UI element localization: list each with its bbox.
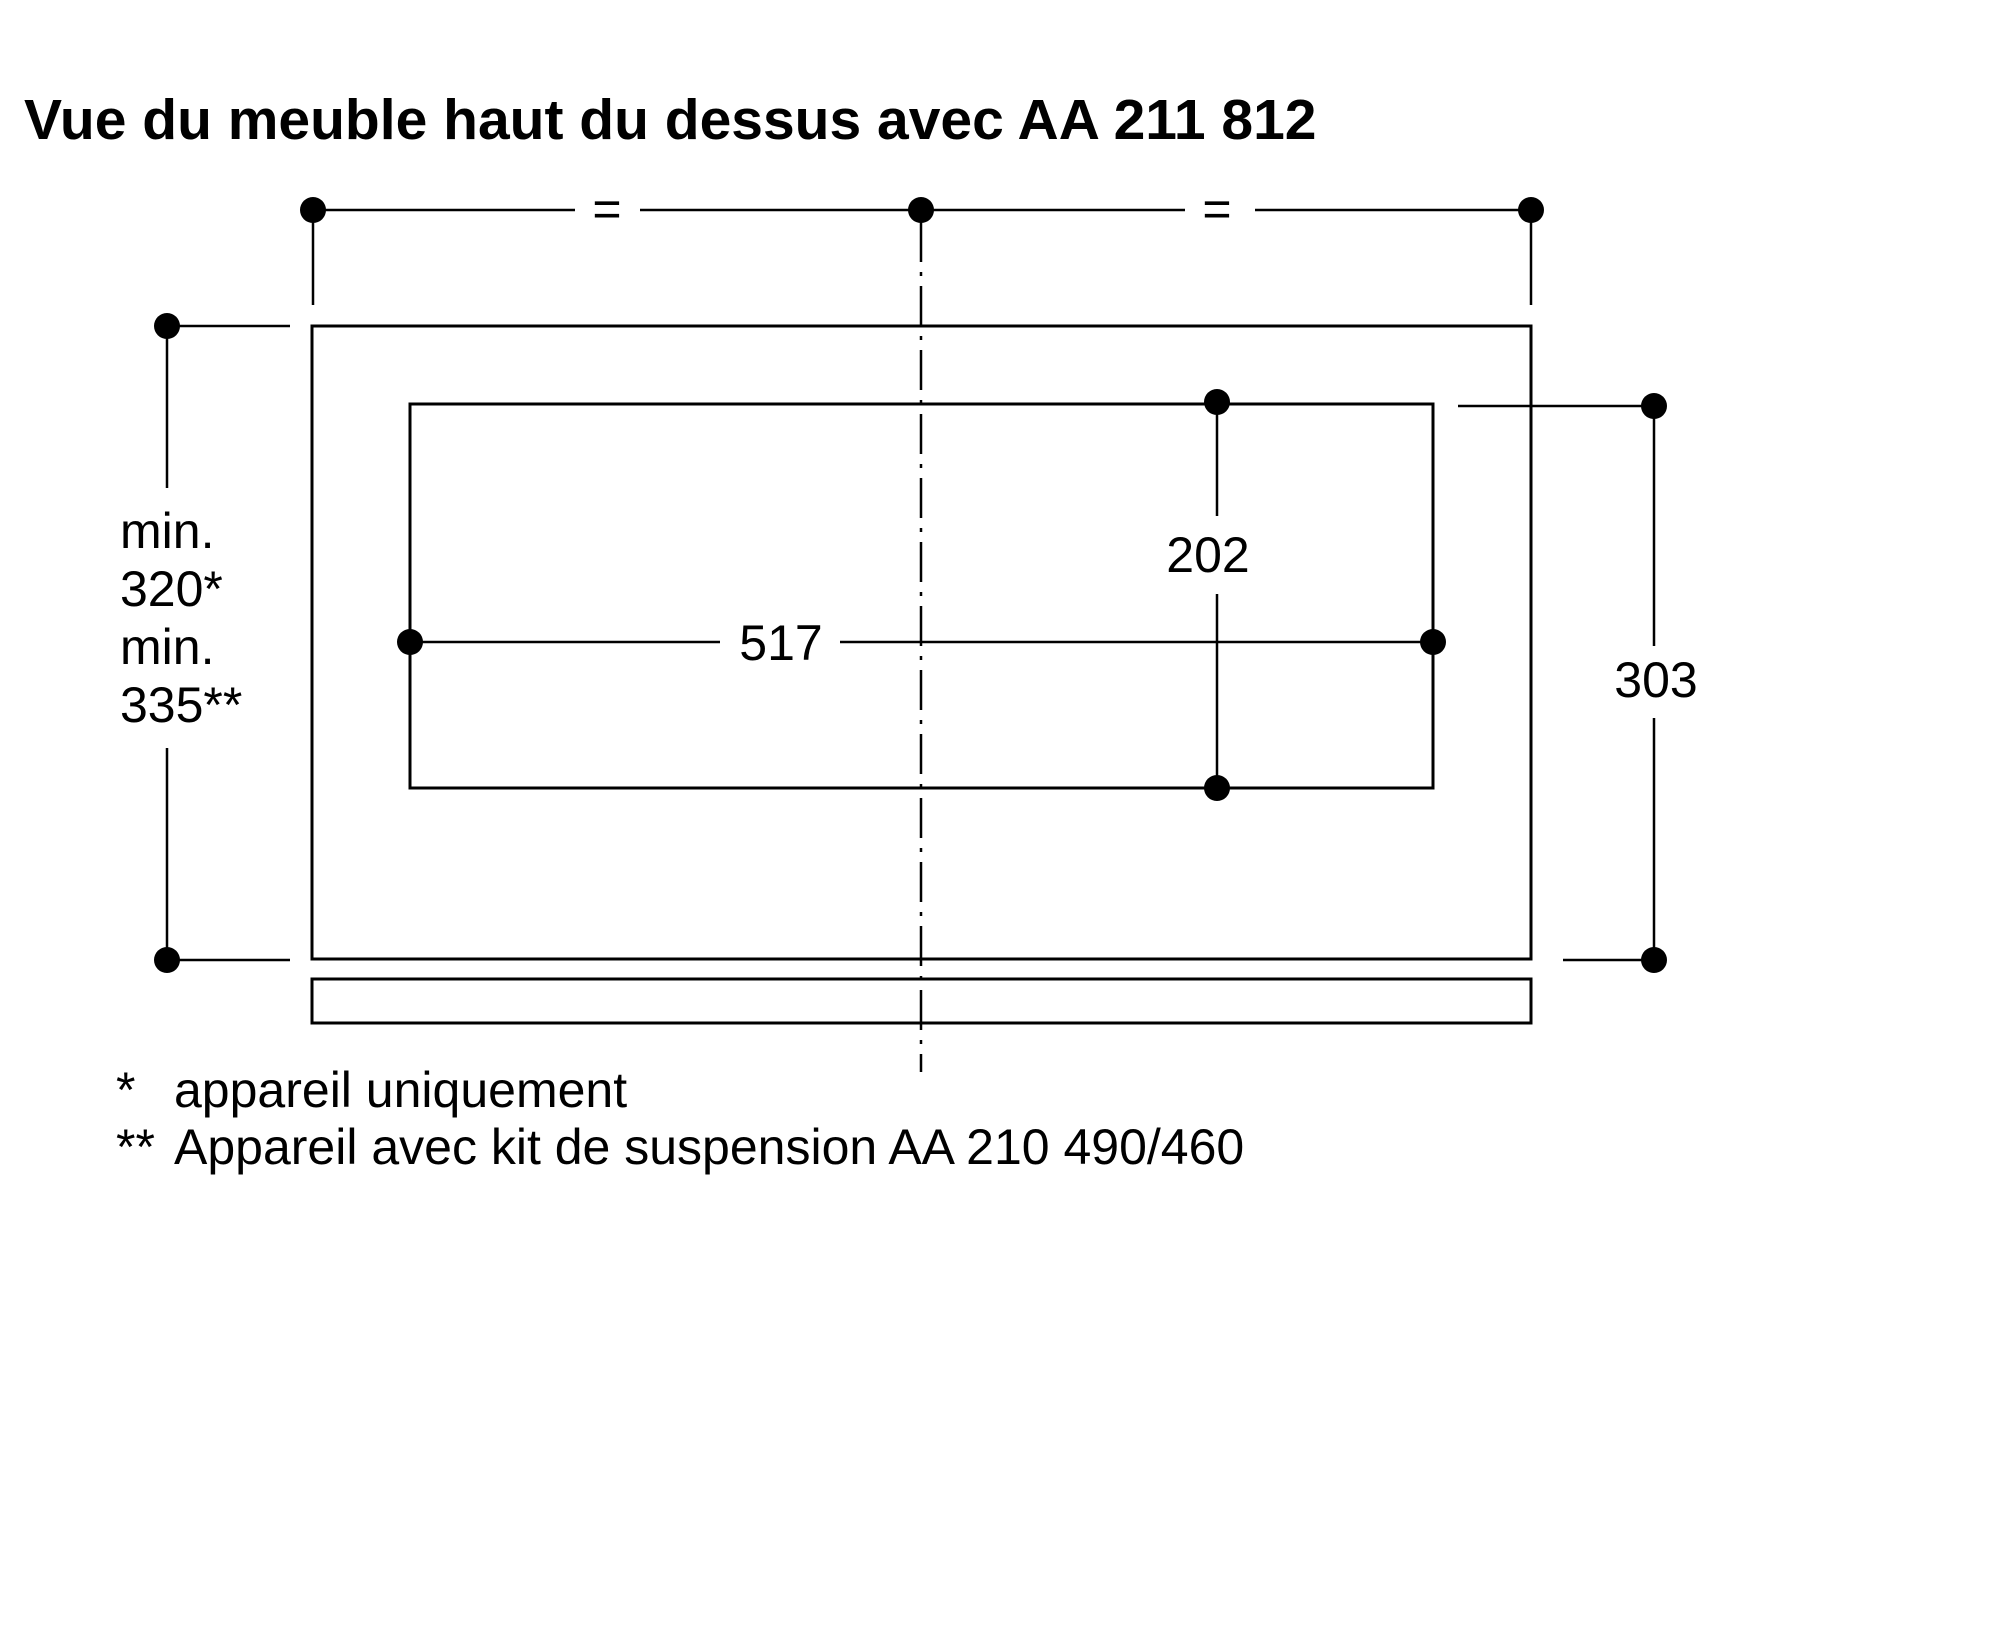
- footnote-text: Appareil avec kit de suspension AA 210 490/460: [174, 1119, 1245, 1175]
- equal-sign-left: =: [592, 181, 622, 237]
- min-label-2: min.: [120, 619, 215, 675]
- dimension-point: [1204, 775, 1230, 801]
- dimension-point: [154, 947, 180, 973]
- footnote-mark: **: [116, 1119, 155, 1175]
- dimension-point: [1420, 629, 1446, 655]
- footnote-mark: *: [116, 1062, 136, 1118]
- dimension-point: [908, 197, 934, 223]
- dimension-point: [1641, 947, 1667, 973]
- dimension-point: [1641, 393, 1667, 419]
- min-value-2: 335**: [120, 677, 243, 733]
- width-value: 517: [739, 615, 823, 671]
- equal-sign-right: =: [1202, 181, 1232, 237]
- dimension-point: [154, 313, 180, 339]
- page-title: Vue du meuble haut du dessus avec AA 211 812: [24, 88, 1317, 152]
- dimension-point: [300, 197, 326, 223]
- footnote-2: [116, 1119, 1244, 1176]
- min-label-1: min.: [120, 503, 215, 559]
- footnote-1: [116, 1062, 1244, 1119]
- dimension-point: [1518, 197, 1544, 223]
- dimension-point: [1204, 389, 1230, 415]
- min-value-1: 320*: [120, 561, 223, 617]
- footnote-text: appareil uniquement: [174, 1062, 628, 1118]
- inner-depth-value: 202: [1166, 527, 1250, 583]
- dimension-point: [397, 629, 423, 655]
- footnotes: [116, 1062, 1244, 1176]
- outer-depth-value: 303: [1614, 652, 1698, 708]
